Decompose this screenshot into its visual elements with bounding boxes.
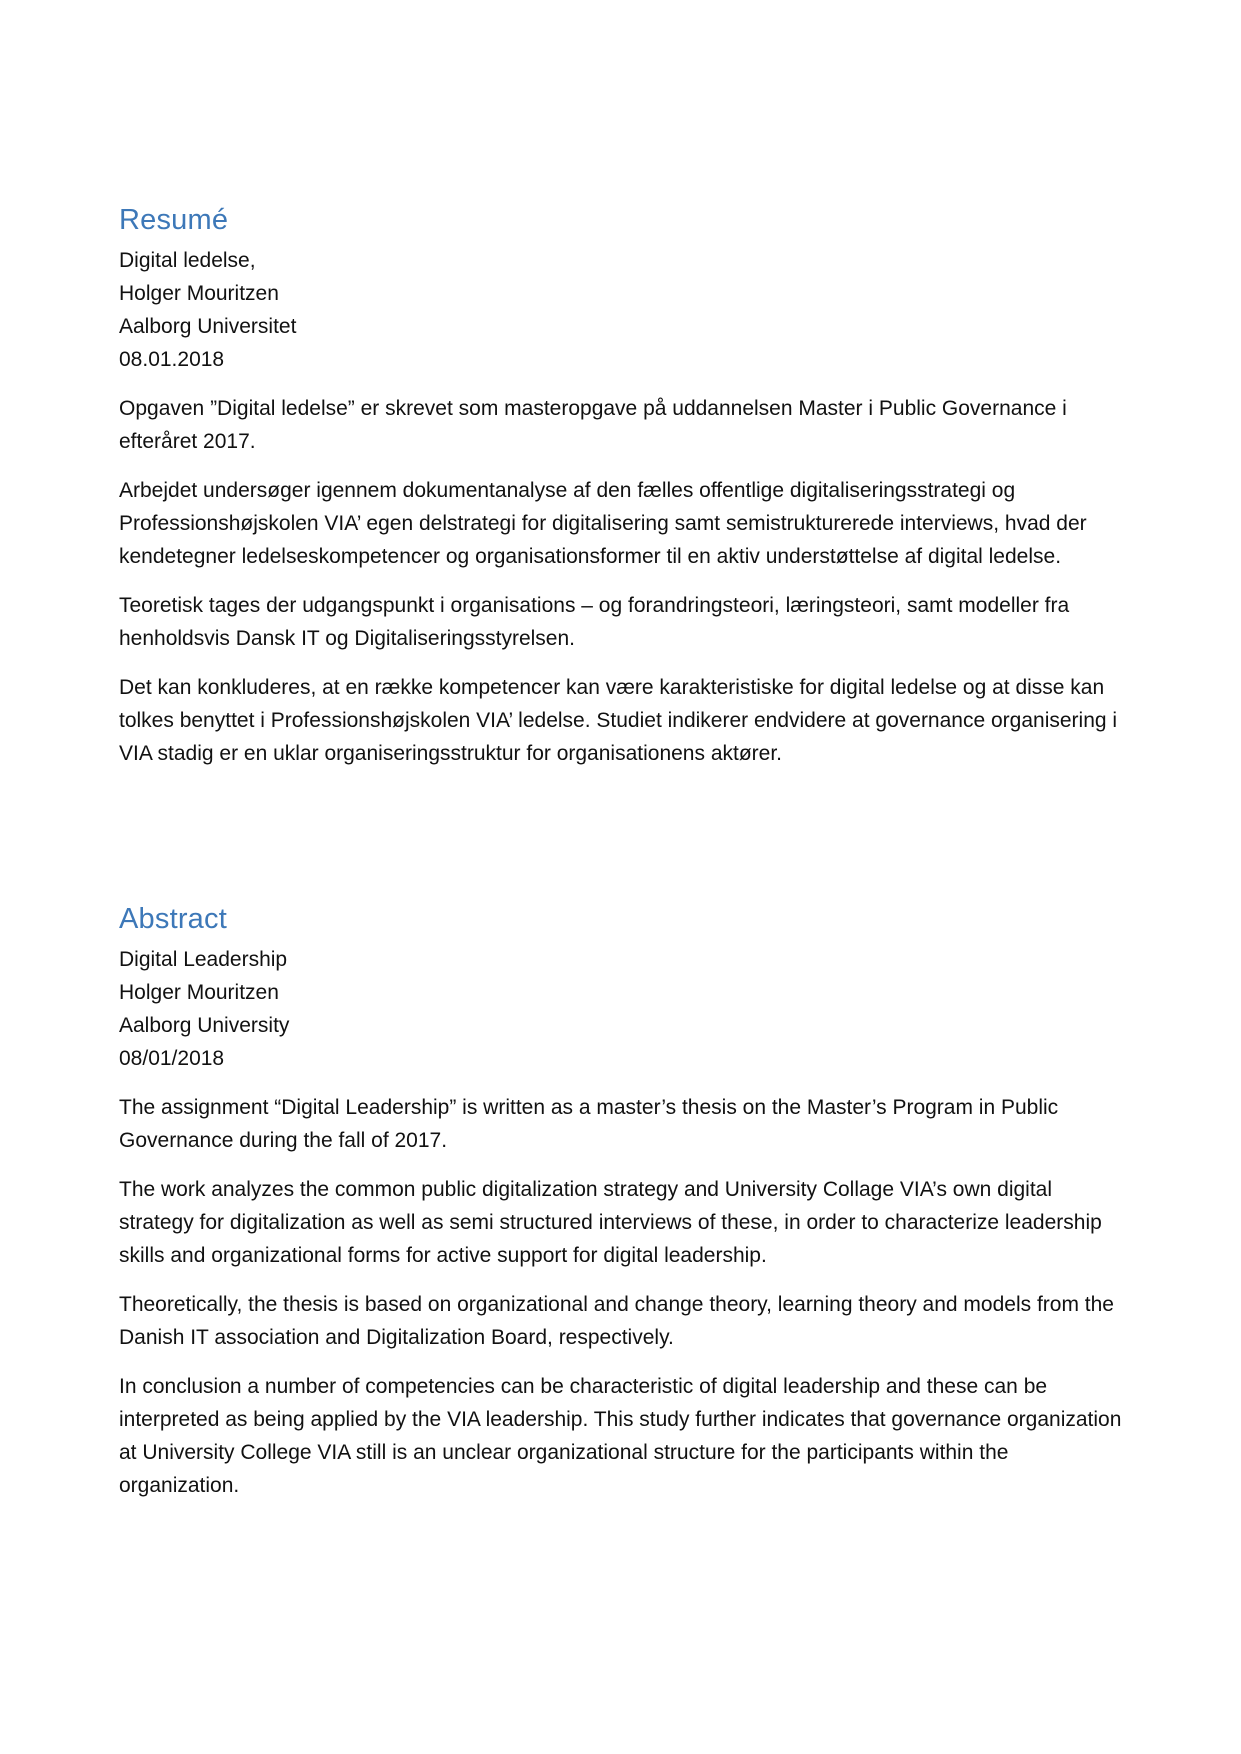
abstract-paragraph: The work analyzes the common public digitalization strategy and University Collage VIA’s own digital strategy for digitalization as well as semi structured interviews of these, in order to characterize leadership skills and organizational forms for active support for digital leadership.: [119, 1178, 1102, 1267]
resume-paragraph: Opgaven ”Digital ledelse” er skrevet som masteropgave på uddannelsen Master i Public Governance i efteråret 2017.: [119, 397, 1067, 453]
abstract-title-line: Digital Leadership: [119, 948, 288, 971]
resume-heading: Resumé: [119, 204, 229, 236]
abstract-heading: Abstract: [119, 903, 227, 935]
abstract-section: [119, 899, 1129, 1502]
resume-paragraph: Arbejdet undersøger igennem dokumentanalyse af den fælles offentlige digitaliseringsstrategi og Professionshøjskolen VIA’ egen delstrategi for digitalisering samt semistrukturerede interviews, hvad der kendetegner ledelseskompetencer og organisationsformer til en aktiv understøttelse af digital ledelse.: [119, 479, 1087, 568]
resume-paragraph: Teoretisk tages der udgangspunkt i organisations – og forandringsteori, læringsteori, samt modeller fra henholdsvis Dansk IT og Digitaliseringsstyrelsen.: [119, 594, 1070, 650]
abstract-university-line: Aalborg University: [119, 1014, 290, 1037]
abstract-paragraph: The assignment “Digital Leadership” is written as a master’s thesis on the Master’s Program in Public Governance during the fall of 2017.: [119, 1096, 1059, 1152]
resume-university-line: Aalborg Universitet: [119, 315, 297, 338]
abstract-paragraph: In conclusion a number of competencies can be characteristic of digital leadership and these can be interpreted as being applied by the VIA leadership. This study further indicates that governance organization at University College VIA still is an unclear organizational structure for the participants within the organization.: [119, 1375, 1122, 1497]
abstract-meta: [119, 943, 1129, 1075]
abstract-author-line: Holger Mouritzen: [119, 981, 279, 1004]
abstract-paragraph: Theoretically, the thesis is based on organizational and change theory, learning theory and models from the Danish IT association and Digitalization Board, respectively.: [119, 1293, 1114, 1349]
resume-title-line: Digital ledelse,: [119, 249, 256, 272]
resume-meta: [119, 244, 1129, 376]
resume-section: [119, 200, 1129, 770]
abstract-date-line: 08/01/2018: [119, 1047, 225, 1070]
resume-author-line: Holger Mouritzen: [119, 282, 279, 305]
resume-paragraph: Det kan konkluderes, at en række kompetencer kan være karakteristiske for digital ledelse og at disse kan tolkes benyttet i Professionshøjskolen VIA’ ledelse. Studiet indikerer endvidere at governance organisering i VIA stadig er en uklar organiseringsstruktur for organisationens aktører.: [119, 676, 1118, 765]
resume-date-line: 08.01.2018: [119, 348, 225, 371]
